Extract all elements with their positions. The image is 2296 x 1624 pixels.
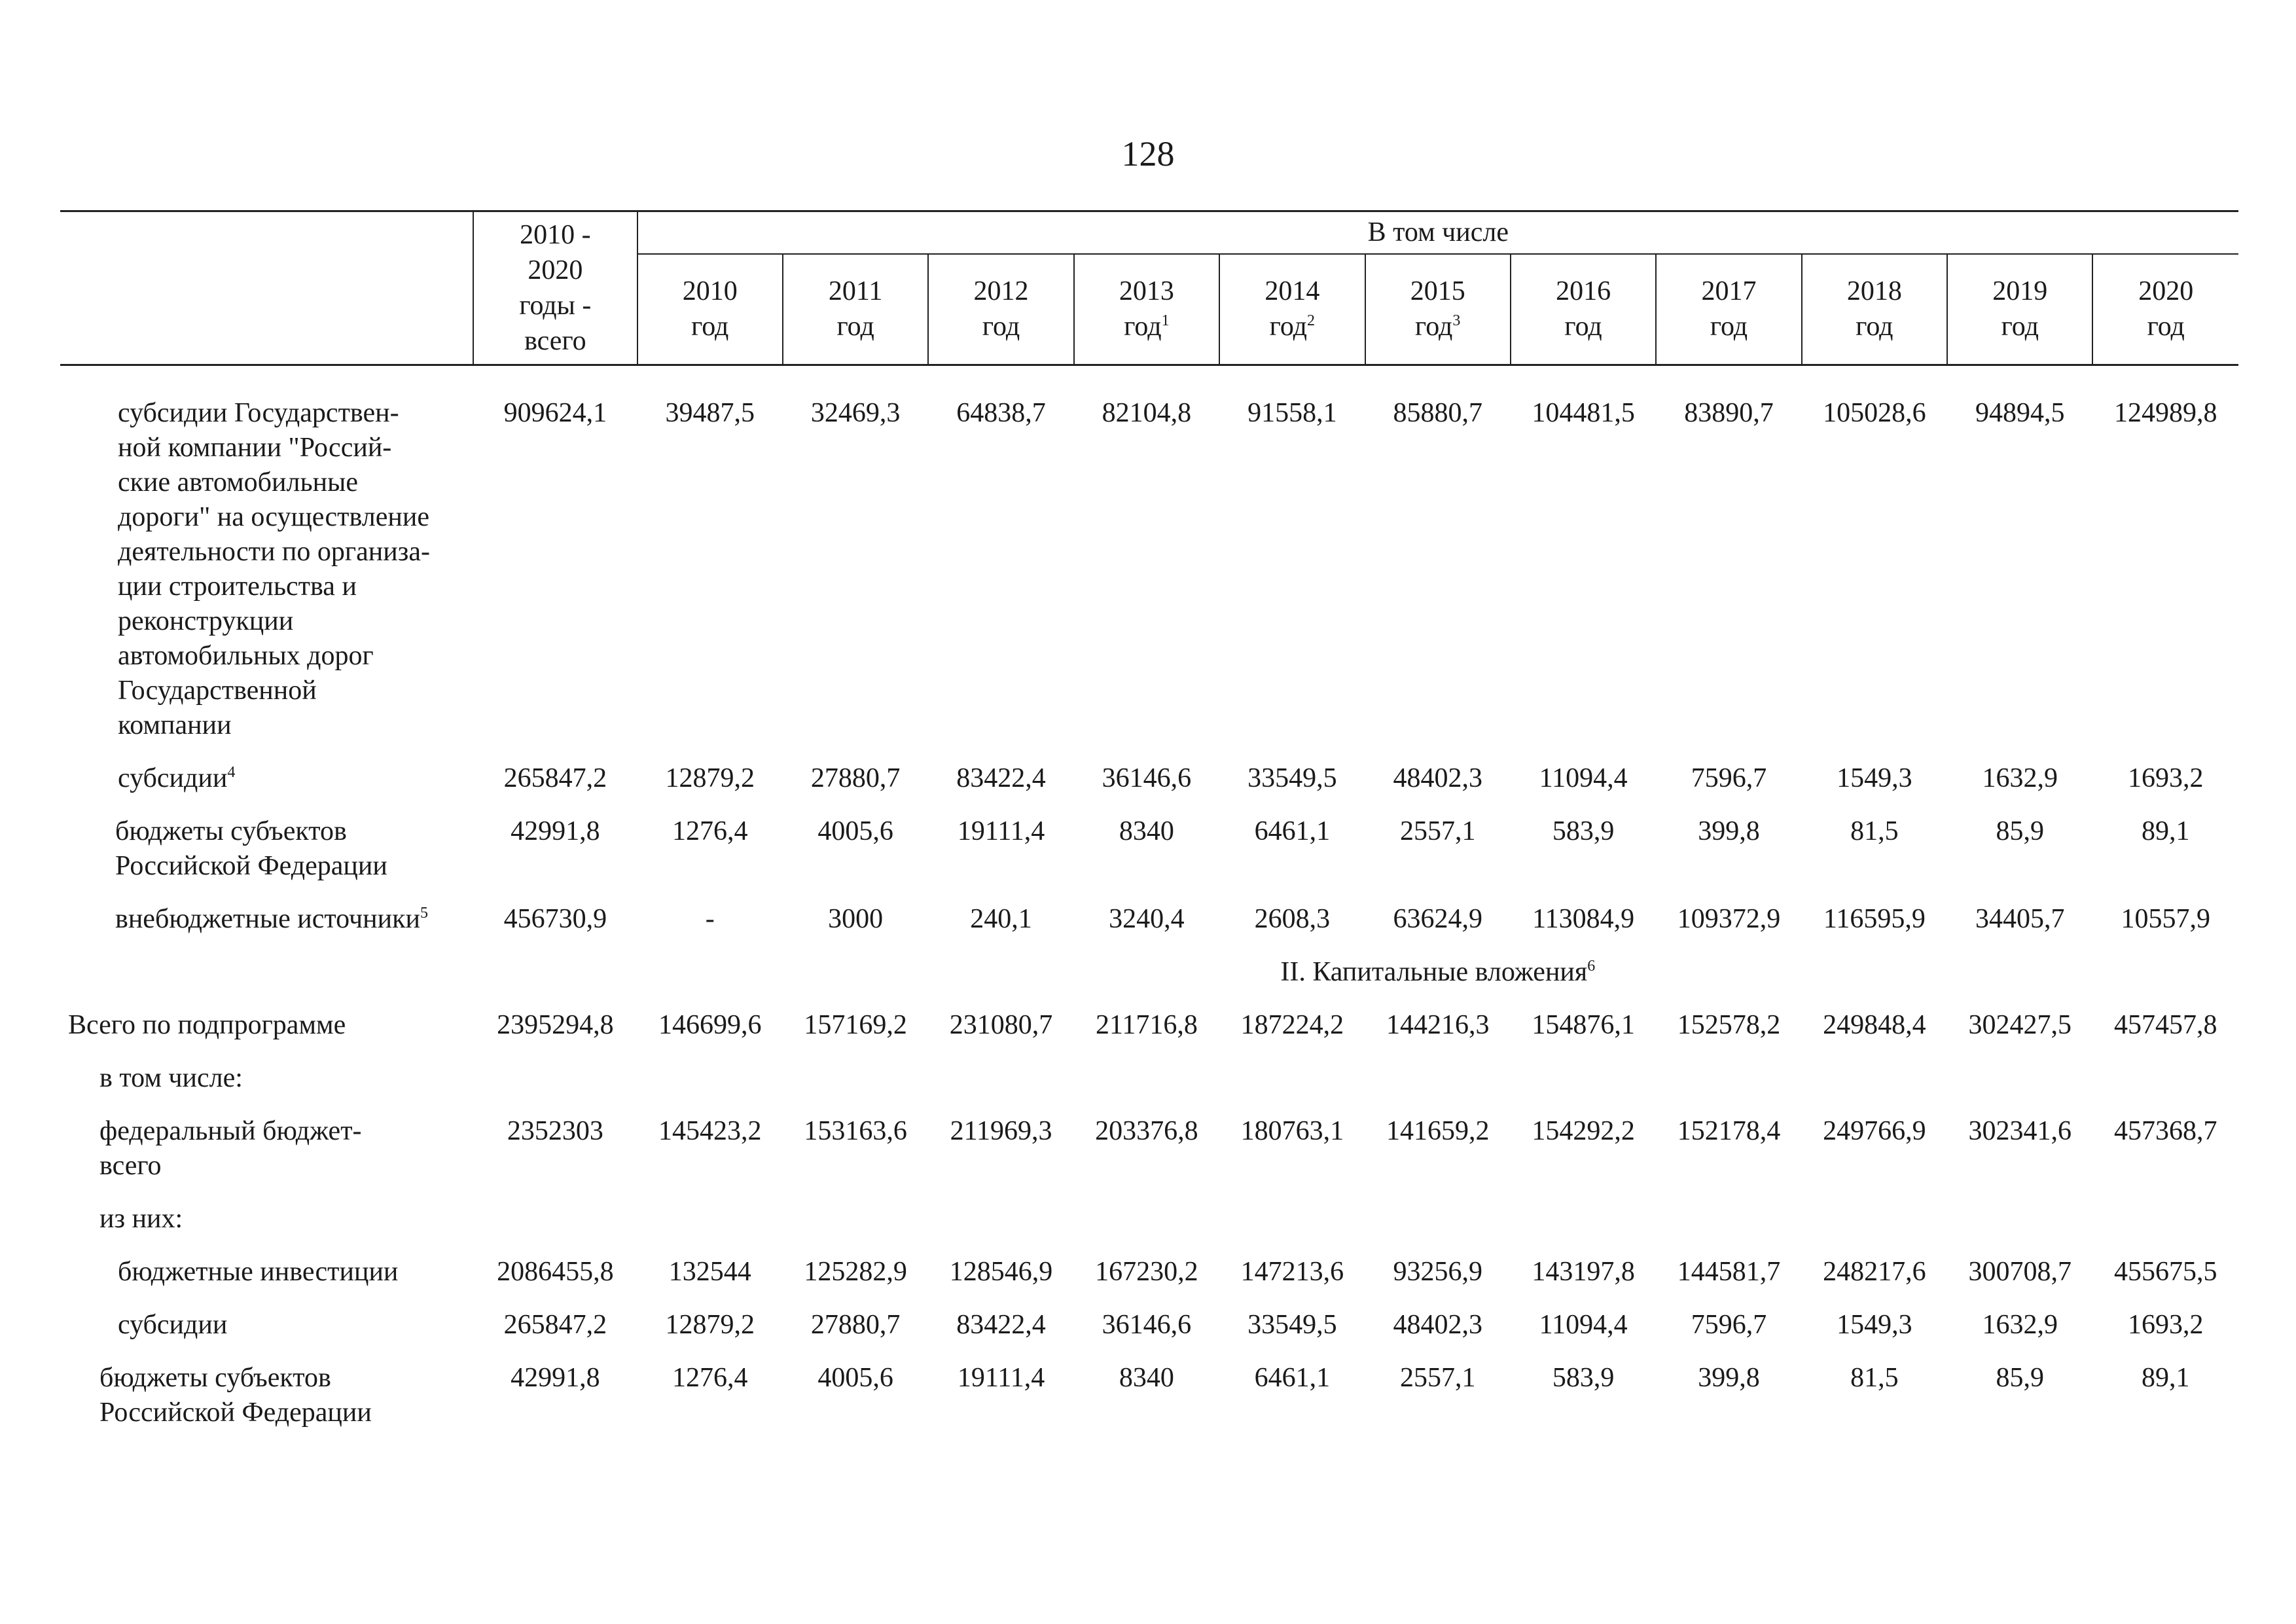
header-year-unit: год xyxy=(982,312,1020,342)
year-value: 8340 xyxy=(1119,816,1174,846)
year-value: 132544 xyxy=(668,1257,751,1287)
header-year: 2015 xyxy=(1410,276,1465,307)
table-row xyxy=(60,392,2238,757)
year-value: 2557,1 xyxy=(1399,816,1476,846)
header-year-2010 xyxy=(637,254,783,365)
footnote-mark: 3 xyxy=(1452,312,1461,330)
year-value: 455675,5 xyxy=(2113,1257,2217,1287)
row-label xyxy=(60,1357,473,1445)
header-year-unit: год xyxy=(1856,312,1893,342)
row-total: 42991,8 xyxy=(511,1363,600,1393)
year-value: 1693,2 xyxy=(2127,763,2204,793)
header-year-2013 xyxy=(1074,254,1219,365)
header-year: 2019 xyxy=(1992,276,2048,307)
footnote-mark: 2 xyxy=(1306,312,1315,330)
year-value: 152178,4 xyxy=(1677,1116,1781,1146)
footnote-mark: 4 xyxy=(227,764,236,781)
header-total-line: 2020 xyxy=(528,255,583,285)
year-value: 157169,2 xyxy=(804,1010,907,1040)
year-value: 48402,3 xyxy=(1393,1310,1482,1340)
year-value: 128546,9 xyxy=(949,1257,1053,1287)
year-value: 1276,4 xyxy=(672,816,748,846)
year-value: 399,8 xyxy=(1698,816,1760,846)
year-value: 154292,2 xyxy=(1532,1116,1635,1146)
year-value: 83890,7 xyxy=(1684,398,1774,428)
year-value: 32469,3 xyxy=(810,398,901,428)
row-label-line: субсидии xyxy=(118,763,228,793)
year-value: 33549,5 xyxy=(1247,1310,1337,1340)
header-year-2020 xyxy=(2092,254,2238,365)
year-value: 4005,6 xyxy=(817,1363,893,1393)
header-year: 2016 xyxy=(1556,276,1611,307)
header-total-line: всего xyxy=(524,326,586,356)
year-value: 211969,3 xyxy=(950,1116,1052,1146)
year-value: 457368,7 xyxy=(2113,1116,2217,1146)
row-label xyxy=(60,1110,473,1198)
year-value: 3240,4 xyxy=(1109,904,1185,934)
row-label-line: в том числе: xyxy=(99,1063,243,1093)
year-value: 7596,7 xyxy=(1691,763,1767,793)
row-label-line: бюджеты субъектов xyxy=(99,1363,331,1393)
header-total-line: годы - xyxy=(519,291,592,321)
year-value: 91558,1 xyxy=(1247,398,1337,428)
funding-table xyxy=(60,210,2238,1445)
year-value: 167230,2 xyxy=(1095,1257,1198,1287)
row-label-line: деятельности по организа- xyxy=(118,537,430,567)
header-total-line: 2010 - xyxy=(520,220,591,250)
year-value: 583,9 xyxy=(1552,1363,1615,1393)
row-total: 909624,1 xyxy=(503,398,607,428)
year-value: 240,1 xyxy=(970,904,1032,934)
year-value: 143197,8 xyxy=(1532,1257,1635,1287)
table-row xyxy=(60,1004,2238,1057)
header-year-unit: год xyxy=(691,312,729,342)
year-value: 39487,5 xyxy=(665,398,755,428)
year-value: 6461,1 xyxy=(1254,1363,1331,1393)
year-value: 82104,8 xyxy=(1102,398,1192,428)
table-row xyxy=(60,810,2238,898)
row-label-line: ной компании "Россий- xyxy=(118,433,392,463)
year-value: 85,9 xyxy=(1996,1363,2045,1393)
header-year-2017 xyxy=(1656,254,1801,365)
row-label-line: автомобильных дорог xyxy=(118,641,374,671)
table-row xyxy=(60,1057,2238,1110)
row-total: 456730,9 xyxy=(503,904,607,934)
year-value: 3000 xyxy=(828,904,884,934)
row-label-line: из них: xyxy=(99,1204,183,1234)
header-group: В том числе xyxy=(637,211,2238,254)
year-value: 94894,5 xyxy=(1975,398,2065,428)
row-label-line: федеральный бюджет- xyxy=(99,1116,362,1146)
row-label xyxy=(60,1004,473,1057)
header-year: 2020 xyxy=(2138,276,2194,307)
year-value: 11094,4 xyxy=(1539,1310,1628,1340)
header-label-cell xyxy=(60,211,473,365)
year-value: 141659,2 xyxy=(1386,1116,1490,1146)
year-value: 1632,9 xyxy=(1982,1310,2058,1340)
year-value: 399,8 xyxy=(1698,1363,1760,1393)
year-value: 147213,6 xyxy=(1240,1257,1344,1287)
year-value: 145423,2 xyxy=(658,1116,762,1146)
year-value: 116595,9 xyxy=(1823,904,1926,934)
year-value: 2557,1 xyxy=(1399,1363,1476,1393)
year-value: 203376,8 xyxy=(1095,1116,1198,1146)
row-label-line: внебюджетные источники xyxy=(115,904,421,934)
year-value: 6461,1 xyxy=(1254,816,1331,846)
year-value: 36146,6 xyxy=(1102,1310,1192,1340)
year-value: 2608,3 xyxy=(1254,904,1331,934)
year-value: 1276,4 xyxy=(672,1363,748,1393)
table-row xyxy=(60,1110,2238,1198)
row-label xyxy=(60,810,473,898)
year-value: 154876,1 xyxy=(1532,1010,1635,1040)
year-value: 11094,4 xyxy=(1539,763,1628,793)
row-label-line: бюджетные инвестиции xyxy=(118,1257,399,1287)
row-label xyxy=(60,1304,473,1357)
year-value: 48402,3 xyxy=(1393,763,1482,793)
header-year-unit: год xyxy=(2147,312,2185,342)
section-title xyxy=(637,951,2238,1004)
year-value: 187224,2 xyxy=(1240,1010,1344,1040)
year-value: 83422,4 xyxy=(956,763,1046,793)
header-year: 2012 xyxy=(973,276,1029,307)
header-year-2018 xyxy=(1802,254,1947,365)
header-year-2014 xyxy=(1219,254,1365,365)
row-label xyxy=(60,1251,473,1304)
header-year: 2013 xyxy=(1119,276,1174,307)
year-value: 1693,2 xyxy=(2127,1310,2204,1340)
year-value: 63624,9 xyxy=(1393,904,1482,934)
year-value: 1549,3 xyxy=(1837,763,1912,793)
row-label-line: ские автомобильные xyxy=(118,467,358,497)
row-label-line: бюджеты субъектов xyxy=(115,816,347,846)
row-label-line: Российской Федерации xyxy=(99,1398,372,1428)
year-value: 64838,7 xyxy=(956,398,1046,428)
year-value: - xyxy=(705,904,715,934)
footnote-mark: 5 xyxy=(420,905,429,922)
year-value: 36146,6 xyxy=(1102,763,1192,793)
row-total: 265847,2 xyxy=(503,763,607,793)
year-value: 12879,2 xyxy=(665,763,755,793)
year-value: 248217,6 xyxy=(1823,1257,1926,1287)
row-label-line: субсидии xyxy=(118,1310,228,1340)
year-value: 180763,1 xyxy=(1240,1116,1344,1146)
year-value: 144216,3 xyxy=(1386,1010,1490,1040)
year-value: 19111,4 xyxy=(957,816,1045,846)
year-value: 19111,4 xyxy=(957,1363,1045,1393)
year-value: 81,5 xyxy=(1850,1363,1899,1393)
row-label xyxy=(60,757,473,810)
year-value: 89,1 xyxy=(2141,1363,2190,1393)
header-year-unit: год xyxy=(1269,312,1307,342)
year-value: 457457,8 xyxy=(2113,1010,2217,1040)
header-year-unit: год xyxy=(1710,312,1748,342)
header-total xyxy=(473,211,637,365)
section-title-text: II. Капитальные вложения xyxy=(1280,957,1588,987)
row-total: 2086455,8 xyxy=(497,1257,614,1287)
year-value: 302341,6 xyxy=(1968,1116,2072,1146)
year-value: 27880,7 xyxy=(810,763,901,793)
year-value: 7596,7 xyxy=(1691,1310,1767,1340)
year-value: 27880,7 xyxy=(810,1310,901,1340)
header-year: 2010 xyxy=(682,276,738,307)
year-value: 1632,9 xyxy=(1982,763,2058,793)
year-value: 12879,2 xyxy=(665,1310,755,1340)
year-value: 1549,3 xyxy=(1837,1310,1912,1340)
footnote-mark: 1 xyxy=(1161,312,1170,330)
table-row xyxy=(60,757,2238,810)
table-row xyxy=(60,1304,2238,1357)
year-value: 302427,5 xyxy=(1968,1010,2072,1040)
section-row xyxy=(60,951,2238,1004)
year-value: 81,5 xyxy=(1850,816,1899,846)
year-value: 105028,6 xyxy=(1823,398,1926,428)
table-row xyxy=(60,1198,2238,1251)
year-value: 83422,4 xyxy=(956,1310,1046,1340)
row-label-line: дороги" на осуществление xyxy=(118,502,429,532)
row-label xyxy=(60,392,473,757)
header-year-unit: год xyxy=(1564,312,1602,342)
row-total: 2352303 xyxy=(507,1116,603,1146)
year-value: 104481,5 xyxy=(1532,398,1635,428)
year-value: 211716,8 xyxy=(1095,1010,1198,1040)
year-value: 300708,7 xyxy=(1968,1257,2072,1287)
header-year: 2014 xyxy=(1265,276,1320,307)
year-value: 153163,6 xyxy=(804,1116,907,1146)
year-value: 10557,9 xyxy=(2121,904,2210,934)
year-value: 109372,9 xyxy=(1677,904,1781,934)
year-value: 249848,4 xyxy=(1823,1010,1926,1040)
year-value: 231080,7 xyxy=(949,1010,1053,1040)
header-year-2015 xyxy=(1365,254,1511,365)
footnote-mark: 6 xyxy=(1587,958,1596,975)
year-value: 125282,9 xyxy=(804,1257,907,1287)
header-year-unit: год xyxy=(836,312,874,342)
row-label-line: Всего по подпрограмме xyxy=(68,1010,346,1040)
year-value: 583,9 xyxy=(1552,816,1615,846)
year-value: 124989,8 xyxy=(2113,398,2217,428)
table-row xyxy=(60,898,2238,951)
year-value: 33549,5 xyxy=(1247,763,1337,793)
row-label xyxy=(60,898,473,951)
table-row xyxy=(60,1251,2238,1304)
row-total: 2395294,8 xyxy=(497,1010,614,1040)
header-year-unit: год xyxy=(1124,312,1162,342)
row-label-line: компании xyxy=(118,710,232,740)
year-value: 146699,6 xyxy=(658,1010,762,1040)
year-value: 93256,9 xyxy=(1393,1257,1482,1287)
table-row xyxy=(60,1357,2238,1445)
header-year: 2018 xyxy=(1846,276,1902,307)
header-year: 2011 xyxy=(828,276,883,307)
year-value: 85,9 xyxy=(1996,816,2045,846)
header-year-unit: год xyxy=(2001,312,2039,342)
year-value: 34405,7 xyxy=(1975,904,2065,934)
row-label-line: реконструкции xyxy=(118,606,294,636)
row-label-line: субсидии Государствен- xyxy=(118,398,399,428)
row-label xyxy=(60,1057,473,1110)
row-label-line: Государственной xyxy=(118,676,317,706)
year-value: 89,1 xyxy=(2141,816,2190,846)
row-label-line: ции строительства и xyxy=(118,571,357,602)
row-label-line: Российской Федерации xyxy=(115,851,387,881)
year-value: 144581,7 xyxy=(1677,1257,1781,1287)
year-value: 8340 xyxy=(1119,1363,1174,1393)
year-value: 4005,6 xyxy=(817,816,893,846)
row-total: 42991,8 xyxy=(511,816,600,846)
year-value: 85880,7 xyxy=(1393,398,1482,428)
row-label xyxy=(60,1198,473,1251)
row-label-line: всего xyxy=(99,1151,162,1181)
header-year-2016 xyxy=(1511,254,1656,365)
header-year-2019 xyxy=(1947,254,2092,365)
year-value: 249766,9 xyxy=(1823,1116,1926,1146)
year-value: 152578,2 xyxy=(1677,1010,1781,1040)
header-year: 2017 xyxy=(1701,276,1757,307)
header-year-unit: год xyxy=(1415,312,1453,342)
year-value: 113084,9 xyxy=(1532,904,1635,934)
page-number: 128 xyxy=(1121,134,1175,173)
header-year-2012 xyxy=(928,254,1073,365)
row-total: 265847,2 xyxy=(503,1310,607,1340)
header-year-2011 xyxy=(783,254,928,365)
